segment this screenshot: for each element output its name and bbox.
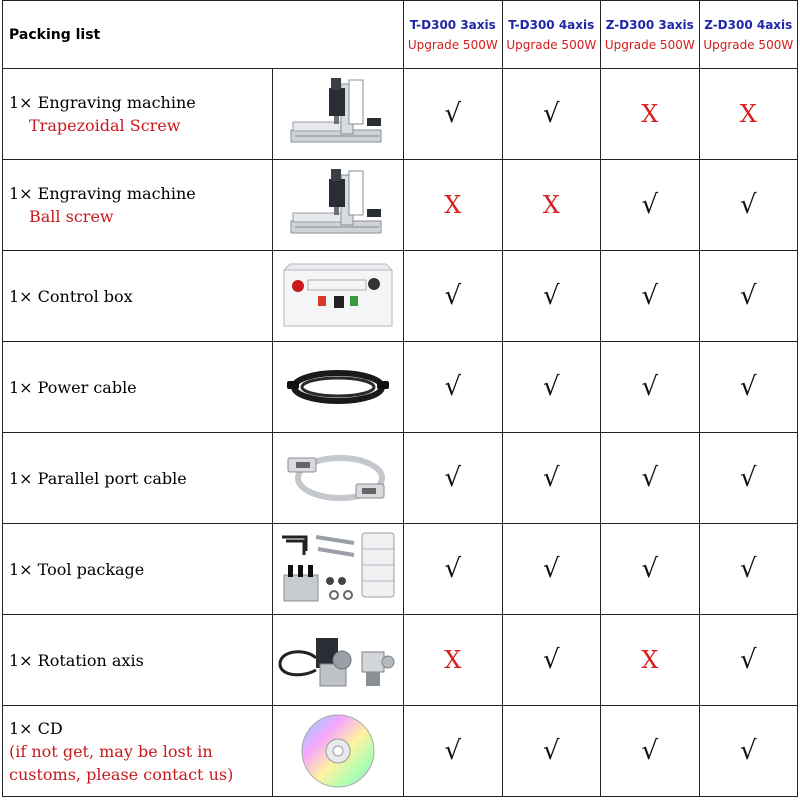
table-row: [3, 342, 798, 433]
table-row: [3, 433, 798, 524]
mark-cell: √: [404, 69, 503, 160]
engraving-machine-icon: [283, 74, 393, 154]
mark-cell: √: [601, 342, 700, 433]
mark-cell: √: [601, 251, 700, 342]
mark-cell: √: [502, 524, 601, 615]
mark-cell: √: [404, 251, 503, 342]
mark-cell: √: [699, 615, 798, 706]
item-cell: [3, 69, 273, 160]
mark-cell: √: [699, 433, 798, 524]
item-label: 1× Rotation axis: [9, 650, 144, 670]
mark-cell: √: [601, 706, 700, 797]
mark-cell: √: [502, 251, 601, 342]
item-sub: Ball screw: [29, 207, 114, 226]
control-box-icon: [278, 260, 398, 332]
item-label: 1× Engraving machine: [9, 184, 196, 203]
item-image-cell: [273, 160, 404, 251]
model-name: T-D300 4axis: [508, 17, 595, 32]
rotation-axis-icon: [276, 624, 400, 696]
mark-cell: X: [601, 69, 700, 160]
item-note: (if not get, may be lost in customs, please contact us): [9, 741, 234, 784]
item-sub: Trapezoidal Screw: [29, 116, 181, 135]
model-header-t-d300-3axis: [404, 1, 503, 69]
model-upgrade: Upgrade 500W: [703, 37, 794, 52]
table-row: [3, 251, 798, 342]
mark-cell: √: [404, 524, 503, 615]
model-name: Z-D300 3axis: [605, 17, 694, 32]
packing-list-title: Packing list: [3, 1, 404, 69]
item-cell: [3, 342, 273, 433]
header-row: [3, 1, 798, 69]
item-label: 1× Power cable: [9, 377, 137, 397]
item-image-cell: [273, 524, 404, 615]
mark-cell: √: [502, 433, 601, 524]
mark-cell: X: [502, 160, 601, 251]
mark-cell: √: [404, 342, 503, 433]
item-cell: [3, 706, 273, 797]
item-label: 1× Engraving machine: [9, 93, 196, 112]
engraving-machine-icon: [283, 165, 393, 245]
tool-package-icon: [276, 529, 400, 609]
model-name: Z-D300 4axis: [704, 17, 793, 32]
item-cell: [3, 160, 273, 251]
mark-cell: X: [601, 615, 700, 706]
mark-cell: √: [502, 615, 601, 706]
mark-cell: √: [404, 433, 503, 524]
cd-icon: [300, 713, 376, 789]
table-row: [3, 160, 798, 251]
power-cable-icon: [283, 357, 393, 417]
item-cell: [3, 433, 273, 524]
item-label: 1× Tool package: [9, 559, 145, 579]
item-image-cell: [273, 615, 404, 706]
mark-cell: √: [601, 524, 700, 615]
mark-cell: √: [601, 433, 700, 524]
packing-list-table: [2, 0, 798, 797]
mark-cell: √: [699, 251, 798, 342]
model-upgrade: Upgrade 500W: [407, 37, 498, 52]
table-row: [3, 615, 798, 706]
item-image-cell: [273, 69, 404, 160]
item-label: 1× CD: [9, 718, 63, 738]
model-header-z-d300-3axis: [601, 1, 700, 69]
mark-cell: √: [502, 706, 601, 797]
mark-cell: √: [699, 706, 798, 797]
item-cell: [3, 524, 273, 615]
item-cell: [3, 251, 273, 342]
item-cell: [3, 615, 273, 706]
mark-cell: X: [699, 69, 798, 160]
mark-cell: √: [601, 160, 700, 251]
item-label: 1× Parallel port cable: [9, 468, 187, 488]
mark-cell: √: [404, 706, 503, 797]
item-image-cell: [273, 342, 404, 433]
table-row: [3, 524, 798, 615]
model-header-t-d300-4axis: [502, 1, 601, 69]
model-name: T-D300 3axis: [409, 17, 496, 32]
mark-cell: √: [502, 69, 601, 160]
item-label: 1× Control box: [9, 286, 133, 306]
mark-cell: X: [404, 160, 503, 251]
item-image-cell: [273, 251, 404, 342]
mark-cell: √: [699, 524, 798, 615]
item-image-cell: [273, 706, 404, 797]
model-upgrade: Upgrade 500W: [506, 37, 597, 52]
mark-cell: √: [699, 342, 798, 433]
mark-cell: X: [404, 615, 503, 706]
model-upgrade: Upgrade 500W: [604, 37, 695, 52]
mark-cell: √: [699, 160, 798, 251]
table-row: [3, 706, 798, 797]
model-header-z-d300-4axis: [699, 1, 798, 69]
table-row: [3, 69, 798, 160]
item-image-cell: [273, 433, 404, 524]
mark-cell: √: [502, 342, 601, 433]
parallel-port-cable-icon: [282, 444, 394, 512]
